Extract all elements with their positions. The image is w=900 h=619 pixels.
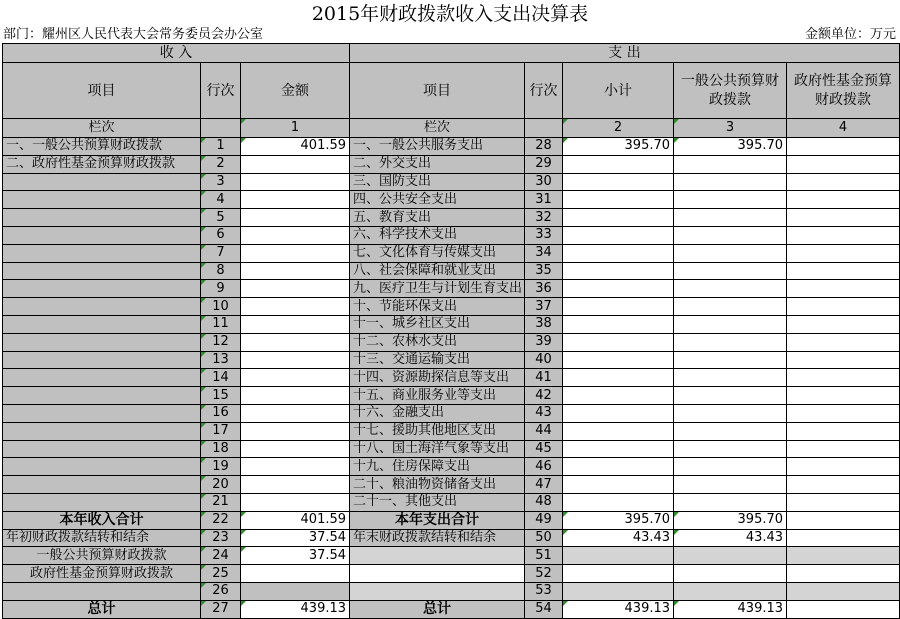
expense-fund-cell[interactable] (787, 369, 900, 387)
expense-line-cell[interactable]: 36 (525, 280, 563, 298)
r51-item[interactable] (350, 547, 525, 565)
expense-total-label[interactable]: 本年支出合计 (350, 511, 525, 529)
expense-general-cell[interactable] (674, 333, 787, 351)
grand-ex-no[interactable]: 54 (525, 600, 563, 618)
income-amount-cell[interactable] (241, 209, 350, 227)
income-item-cell[interactable] (3, 244, 201, 262)
carry-fund-label[interactable]: 政府性基金预算财政拨款 (3, 565, 201, 583)
income-item-cell[interactable] (3, 333, 201, 351)
expense-general-cell[interactable]: 395.70 (674, 138, 787, 156)
grand-ex-fund[interactable] (787, 600, 900, 618)
expense-line-cell[interactable]: 47 (525, 476, 563, 494)
expense-total-sub[interactable]: 395.70 (563, 511, 674, 529)
expense-total-fund[interactable] (787, 511, 900, 529)
blank-row (3, 582, 900, 600)
income-line-cell[interactable]: 11 (201, 315, 241, 333)
income-line-cell[interactable]: 2 (201, 155, 241, 173)
expense-subtotal-cell[interactable] (563, 315, 674, 333)
expense-subtotal-cell[interactable] (563, 280, 674, 298)
expense-item-cell[interactable]: 十三、交通运输支出 (350, 351, 525, 369)
table-row (3, 440, 900, 458)
grand-ex-label[interactable]: 总计 (350, 600, 525, 618)
end-no[interactable]: 50 (525, 529, 563, 547)
col-income-line[interactable]: 行次 (201, 63, 241, 119)
budget-table (2, 43, 900, 619)
expense-general-cell[interactable] (674, 351, 787, 369)
income-line-cell[interactable]: 20 (201, 476, 241, 494)
expense-item-cell[interactable]: 十、节能环保支出 (350, 298, 525, 316)
expense-general-cell[interactable] (674, 298, 787, 316)
income-amount-cell[interactable] (241, 280, 350, 298)
expense-fund-cell[interactable] (787, 351, 900, 369)
income-item-cell[interactable] (3, 404, 201, 422)
expense-subtotal-cell[interactable] (563, 476, 674, 494)
r52-gen[interactable] (674, 565, 787, 583)
income-amount-cell[interactable] (241, 369, 350, 387)
income-amount-cell[interactable] (241, 244, 350, 262)
expense-fund-cell[interactable] (787, 244, 900, 262)
expense-line-cell[interactable]: 28 (525, 138, 563, 156)
table-row (3, 280, 900, 298)
expense-general-cell[interactable] (674, 280, 787, 298)
income-line-cell[interactable]: 13 (201, 351, 241, 369)
income-item-cell[interactable] (3, 458, 201, 476)
expense-item-cell[interactable]: 六、科学技术支出 (350, 226, 525, 244)
table-row (3, 369, 900, 387)
expense-fund-cell[interactable] (787, 173, 900, 191)
income-amount-cell[interactable]: 401.59 (241, 138, 350, 156)
expense-total-gen[interactable]: 395.70 (674, 511, 787, 529)
grand-in-label[interactable]: 总计 (3, 600, 201, 618)
expense-item-cell[interactable]: 二十一、其他支出 (350, 493, 525, 511)
income-amount-cell[interactable] (241, 262, 350, 280)
expense-general-cell[interactable] (674, 404, 787, 422)
income-item-cell[interactable] (3, 387, 201, 405)
expense-item-cell[interactable]: 九、医疗卫生与计划生育支出 (350, 280, 525, 298)
expense-general-cell[interactable] (674, 191, 787, 209)
r52-sub[interactable] (563, 565, 674, 583)
income-amount-cell[interactable] (241, 333, 350, 351)
r51-fund[interactable] (787, 547, 900, 565)
col-general-budget[interactable]: 一般公共预算财政拨款 (674, 63, 787, 119)
income-total-amt[interactable]: 401.59 (241, 511, 350, 529)
income-line-cell[interactable]: 5 (201, 209, 241, 227)
expense-item-cell[interactable]: 二十、粮油物资储备支出 (350, 476, 525, 494)
income-line-cell[interactable]: 8 (201, 262, 241, 280)
table-row (3, 244, 900, 262)
expense-subtotal-cell[interactable] (563, 351, 674, 369)
income-amount-cell[interactable] (241, 422, 350, 440)
income-item-cell[interactable] (3, 315, 201, 333)
expense-item-cell[interactable]: 四、公共安全支出 (350, 191, 525, 209)
expense-item-cell[interactable]: 十五、商业服务业等支出 (350, 387, 525, 405)
expense-line-cell[interactable]: 30 (525, 173, 563, 191)
table-row (3, 333, 900, 351)
income-line-cell[interactable]: 12 (201, 333, 241, 351)
income-line-cell[interactable]: 4 (201, 191, 241, 209)
expense-subtotal-cell[interactable] (563, 369, 674, 387)
income-header[interactable]: 收 入 (3, 44, 350, 63)
end-sub[interactable]: 43.43 (563, 529, 674, 547)
income-item-cell[interactable]: 一、一般公共预算财政拨款 (3, 138, 201, 156)
income-total-row (3, 511, 900, 529)
expense-general-cell[interactable] (674, 493, 787, 511)
expense-general-cell[interactable] (674, 476, 787, 494)
expense-general-cell[interactable] (674, 209, 787, 227)
expense-subtotal-cell[interactable] (563, 404, 674, 422)
expense-subtotal-cell[interactable] (563, 191, 674, 209)
income-line-cell[interactable]: 9 (201, 280, 241, 298)
expense-line-cell[interactable]: 40 (525, 351, 563, 369)
expense-item-cell[interactable]: 十二、农林水支出 (350, 333, 525, 351)
income-line-cell[interactable]: 3 (201, 173, 241, 191)
income-amount-cell[interactable] (241, 440, 350, 458)
grand-in-amt[interactable]: 439.13 (241, 600, 350, 618)
table-row (3, 173, 900, 191)
expense-fund-cell[interactable] (787, 280, 900, 298)
income-item-cell[interactable] (3, 476, 201, 494)
r26-no[interactable]: 26 (201, 582, 241, 600)
income-line-cell[interactable]: 17 (201, 422, 241, 440)
income-total-no[interactable]: 22 (201, 511, 241, 529)
carry-row (3, 529, 900, 547)
carry-gen-row (3, 547, 900, 565)
lanci-empty[interactable] (201, 119, 241, 138)
carry-fund-amt[interactable] (241, 565, 350, 583)
expense-subtotal-cell[interactable] (563, 422, 674, 440)
expense-line-cell[interactable]: 45 (525, 440, 563, 458)
col-income-item[interactable]: 项目 (3, 63, 201, 119)
col-subtotal[interactable]: 小计 (563, 63, 674, 119)
income-item-cell[interactable] (3, 493, 201, 511)
expense-subtotal-cell[interactable] (563, 440, 674, 458)
table-row (3, 315, 900, 333)
expense-fund-cell[interactable] (787, 422, 900, 440)
expense-general-cell[interactable] (674, 155, 787, 173)
r53-no[interactable]: 53 (525, 582, 563, 600)
table-row (3, 422, 900, 440)
expense-item-cell[interactable]: 五、教育支出 (350, 209, 525, 227)
table-row (3, 262, 900, 280)
expense-fund-cell[interactable] (787, 191, 900, 209)
expense-header[interactable]: 支 出 (350, 44, 900, 63)
expense-item-cell[interactable]: 十八、国土海洋气象等支出 (350, 440, 525, 458)
expense-fund-cell[interactable] (787, 262, 900, 280)
expense-item-cell[interactable]: 十六、金融支出 (350, 404, 525, 422)
carry-no[interactable]: 23 (201, 529, 241, 547)
income-line-cell[interactable]: 7 (201, 244, 241, 262)
expense-line-cell[interactable]: 48 (525, 493, 563, 511)
expense-line-cell[interactable]: 34 (525, 244, 563, 262)
expense-line-cell[interactable]: 42 (525, 387, 563, 405)
expense-item-cell[interactable]: 二、外交支出 (350, 155, 525, 173)
income-amount-cell[interactable] (241, 476, 350, 494)
r52-no[interactable]: 52 (525, 565, 563, 583)
end-fund[interactable] (787, 529, 900, 547)
income-item-cell[interactable] (3, 173, 201, 191)
r52-fund[interactable] (787, 565, 900, 583)
income-item-cell[interactable] (3, 422, 201, 440)
income-item-cell[interactable] (3, 226, 201, 244)
carry-amt[interactable]: 37.54 (241, 529, 350, 547)
grand-ex-gen[interactable]: 439.13 (674, 600, 787, 618)
table-row (3, 138, 900, 156)
income-amount-cell[interactable] (241, 351, 350, 369)
department-label: 部门：耀州区人民代表大会常务委员会办公室 (3, 27, 264, 42)
expense-fund-cell[interactable] (787, 138, 900, 156)
income-amount-cell[interactable] (241, 387, 350, 405)
end-gen[interactable]: 43.43 (674, 529, 787, 547)
end-label[interactable]: 年末财政拨款结转和结余 (350, 529, 525, 547)
r53-sub[interactable] (563, 582, 674, 600)
income-amount-cell[interactable] (241, 191, 350, 209)
expense-item-cell[interactable]: 一、一般公共服务支出 (350, 138, 525, 156)
col-expense-item[interactable]: 项目 (350, 63, 525, 119)
expense-fund-cell[interactable] (787, 493, 900, 511)
income-line-cell[interactable]: 21 (201, 493, 241, 511)
income-item-cell[interactable] (3, 262, 201, 280)
lanci-col2[interactable]: 2 (563, 119, 674, 138)
expense-item-cell[interactable]: 十七、援助其他地区支出 (350, 422, 525, 440)
carry-gen-no[interactable]: 24 (201, 547, 241, 565)
table-row (3, 209, 900, 227)
carry-gen-amt[interactable]: 37.54 (241, 547, 350, 565)
carry-fund-row (3, 565, 900, 583)
expense-line-cell[interactable]: 44 (525, 422, 563, 440)
expense-fund-cell[interactable] (787, 440, 900, 458)
r51-gen[interactable] (674, 547, 787, 565)
table-row (3, 155, 900, 173)
expense-line-cell[interactable]: 37 (525, 298, 563, 316)
table-row (3, 351, 900, 369)
r53-item[interactable] (350, 582, 525, 600)
expense-subtotal-cell[interactable] (563, 244, 674, 262)
expense-general-cell[interactable] (674, 458, 787, 476)
table-row (3, 404, 900, 422)
r51-no[interactable]: 51 (525, 547, 563, 565)
expense-fund-cell[interactable] (787, 458, 900, 476)
lanci-col4[interactable]: 4 (787, 119, 900, 138)
expense-general-cell[interactable] (674, 440, 787, 458)
expense-general-cell[interactable] (674, 387, 787, 405)
expense-general-cell[interactable] (674, 244, 787, 262)
r52-item[interactable] (350, 565, 525, 583)
income-amount-cell[interactable] (241, 173, 350, 191)
table-row (3, 458, 900, 476)
income-item-cell[interactable] (3, 191, 201, 209)
expense-general-cell[interactable] (674, 369, 787, 387)
income-item-cell[interactable] (3, 298, 201, 316)
income-amount-cell[interactable] (241, 404, 350, 422)
income-item-cell[interactable] (3, 440, 201, 458)
lanci-col3[interactable]: 3 (674, 119, 787, 138)
income-item-cell[interactable] (3, 209, 201, 227)
table-row (3, 493, 900, 511)
expense-fund-cell[interactable] (787, 333, 900, 351)
income-amount-cell[interactable] (241, 226, 350, 244)
expense-item-cell[interactable]: 十四、资源勘探信息等支出 (350, 369, 525, 387)
income-amount-cell[interactable] (241, 315, 350, 333)
r26-amt[interactable] (241, 582, 350, 600)
expense-item-cell[interactable]: 八、社会保障和就业支出 (350, 262, 525, 280)
income-amount-cell[interactable] (241, 298, 350, 316)
expense-line-cell[interactable]: 46 (525, 458, 563, 476)
r26-item[interactable] (3, 582, 201, 600)
expense-line-cell[interactable]: 31 (525, 191, 563, 209)
expense-fund-cell[interactable] (787, 298, 900, 316)
expense-fund-cell[interactable] (787, 226, 900, 244)
lanci-col1[interactable]: 1 (241, 119, 350, 138)
r53-fund[interactable] (787, 582, 900, 600)
income-total-label[interactable]: 本年收入合计 (3, 511, 201, 529)
col-income-amount[interactable]: 金额 (241, 63, 350, 119)
income-line-cell[interactable]: 14 (201, 369, 241, 387)
expense-general-cell[interactable] (674, 173, 787, 191)
r53-gen[interactable] (674, 582, 787, 600)
table-row (3, 191, 900, 209)
expense-line-cell[interactable]: 41 (525, 369, 563, 387)
expense-fund-cell[interactable] (787, 476, 900, 494)
expense-subtotal-cell[interactable] (563, 155, 674, 173)
income-line-cell[interactable]: 1 (201, 138, 241, 156)
income-amount-cell[interactable] (241, 458, 350, 476)
expense-line-cell[interactable]: 35 (525, 262, 563, 280)
income-item-cell[interactable] (3, 351, 201, 369)
col-gov-fund[interactable]: 政府性基金预算财政拨款 (787, 63, 900, 119)
expense-fund-cell[interactable] (787, 404, 900, 422)
expense-line-cell[interactable]: 38 (525, 315, 563, 333)
expense-general-cell[interactable] (674, 422, 787, 440)
col-expense-line[interactable]: 行次 (525, 63, 563, 119)
expense-subtotal-cell[interactable] (563, 298, 674, 316)
lanci-label-2[interactable]: 栏次 (350, 119, 525, 138)
carry-label[interactable]: 年初财政拨款结转和结余 (3, 529, 201, 547)
income-line-cell[interactable]: 10 (201, 298, 241, 316)
income-line-cell[interactable]: 18 (201, 440, 241, 458)
expense-subtotal-cell[interactable]: 395.70 (563, 138, 674, 156)
grand-in-no[interactable]: 27 (201, 600, 241, 618)
carry-fund-no[interactable]: 25 (201, 565, 241, 583)
expense-item-cell[interactable]: 三、国防支出 (350, 173, 525, 191)
expense-general-cell[interactable] (674, 226, 787, 244)
table-row (3, 226, 900, 244)
expense-subtotal-cell[interactable] (563, 458, 674, 476)
expense-subtotal-cell[interactable] (563, 262, 674, 280)
expense-general-cell[interactable] (674, 315, 787, 333)
expense-fund-cell[interactable] (787, 155, 900, 173)
expense-subtotal-cell[interactable] (563, 333, 674, 351)
income-item-cell[interactable] (3, 369, 201, 387)
income-amount-cell[interactable] (241, 493, 350, 511)
income-amount-cell[interactable] (241, 155, 350, 173)
grand-total-row (3, 600, 900, 618)
expense-subtotal-cell[interactable] (563, 173, 674, 191)
expense-line-cell[interactable]: 29 (525, 155, 563, 173)
table-row (3, 298, 900, 316)
expense-line-cell[interactable]: 33 (525, 226, 563, 244)
income-line-cell[interactable]: 15 (201, 387, 241, 405)
expense-line-cell[interactable]: 32 (525, 209, 563, 227)
expense-subtotal-cell[interactable] (563, 387, 674, 405)
lanci-label[interactable]: 栏次 (3, 119, 201, 138)
expense-line-cell[interactable]: 39 (525, 333, 563, 351)
lanci-empty-2[interactable] (525, 119, 563, 138)
expense-subtotal-cell[interactable] (563, 209, 674, 227)
expense-total-no[interactable]: 49 (525, 511, 563, 529)
grand-ex-sub[interactable]: 439.13 (563, 600, 674, 618)
expense-fund-cell[interactable] (787, 209, 900, 227)
income-line-cell[interactable]: 19 (201, 458, 241, 476)
table-row (3, 476, 900, 494)
unit-label: 金额单位：万元 (804, 27, 896, 42)
expense-general-cell[interactable] (674, 262, 787, 280)
expense-fund-cell[interactable] (787, 387, 900, 405)
expense-subtotal-cell[interactable] (563, 226, 674, 244)
r51-sub[interactable] (563, 547, 674, 565)
expense-item-cell[interactable]: 七、文化体育与传媒支出 (350, 244, 525, 262)
expense-item-cell[interactable]: 十九、住房保障支出 (350, 458, 525, 476)
income-line-cell[interactable]: 6 (201, 226, 241, 244)
expense-line-cell[interactable]: 43 (525, 404, 563, 422)
report-title: 2015年财政拨款收入支出决算表 (311, 3, 589, 25)
table-row (3, 387, 900, 405)
expense-fund-cell[interactable] (787, 315, 900, 333)
income-item-cell[interactable]: 二、政府性基金预算财政拨款 (3, 155, 201, 173)
expense-item-cell[interactable]: 十一、城乡社区支出 (350, 315, 525, 333)
expense-subtotal-cell[interactable] (563, 493, 674, 511)
carry-gen-label[interactable]: 一般公共预算财政拨款 (3, 547, 201, 565)
income-line-cell[interactable]: 16 (201, 404, 241, 422)
income-item-cell[interactable] (3, 280, 201, 298)
